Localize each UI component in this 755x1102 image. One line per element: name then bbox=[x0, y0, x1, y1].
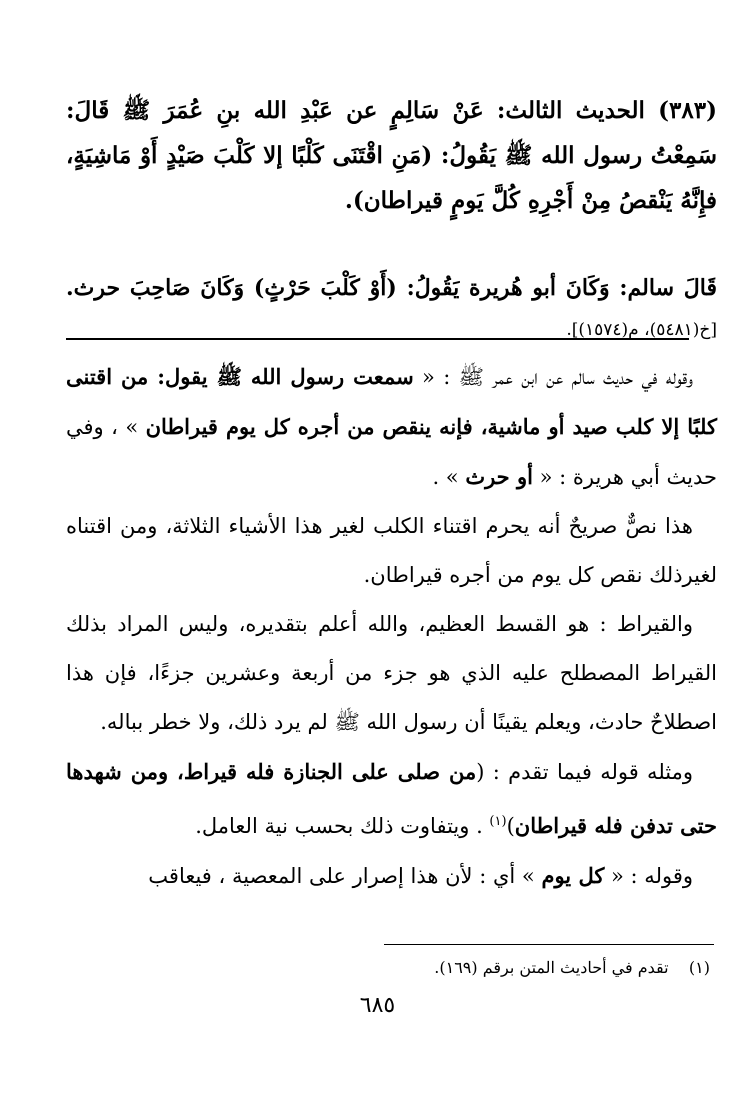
commentary-block bbox=[66, 352, 717, 901]
commentary-paragraph-2: هذا نصٌّ صريحٌ أنه يحرم اقتناء الكلب لغير هذا الأشياء الثلاثة، ومن اقتناه لغيرذلك نقص كل يوم من أجره قيراطان. bbox=[66, 514, 717, 587]
commentary-segment: وقوله : « bbox=[604, 864, 693, 888]
commentary-quote: أو حرث bbox=[465, 464, 533, 489]
commentary-paragraph-4 bbox=[66, 747, 717, 851]
footnote-marker: (١) bbox=[688, 958, 710, 977]
salim-statement: قَالَ سالم: وَكَانَ أبو هُريرة يَقُولُ: (أَوْ كَلْبَ حَرْثٍ) وَكَانَ صَاحِبَ حرث. bbox=[66, 275, 717, 301]
hadith-number: (٣٨٣) bbox=[658, 97, 717, 124]
section-divider bbox=[66, 338, 689, 340]
commentary-segment: » ، وفي حديث أبي هريرة : « bbox=[66, 415, 717, 489]
commentary-segment: » . bbox=[432, 465, 466, 489]
commentary-paragraph-3: والقيراط : هو القسط العظيم، والله أعلم بتقديره، وليس المراد بذلك القيراط المصطلح عليه الذي هو جزء من أربعة وعشرين جزءًا، فإن هذا اصطلاحٌ حادث، ويعلم يقينًا أن رسول الله ﷺ لم يرد ذلك، ولا خطر بباله. bbox=[66, 612, 717, 734]
commentary-segment: . ويتفاوت ذلك بحسب نية العامل. bbox=[195, 814, 490, 838]
commentary-quote: سمعت رسول الله ﷺ يقول: من اقتنى كلبًا إلا كلب صيد أو ماشية، فإنه ينقص من أجره كل يوم قيراطان bbox=[66, 364, 717, 439]
footnote-text: تقدم في أحاديث المتن برقم (١٦٩). bbox=[434, 958, 669, 977]
hadith-text: الحديث الثالث: عَنْ سَالِمٍ عن عَبْدِ الله بنِ عُمَرَ ﷺ قَالَ: سَمِعْتُ رسول الله ﷺ يَقُولُ: (مَنِ اقْتَنَى كَلْبًا إلا كَلْبَ صَيْدٍ أَوْ مَاشِيَةٍ، فإِنَّهُ يَنْقصُ مِنْ أَجْرِهِ كُلَّ يَومٍ قيراطان). bbox=[66, 97, 717, 214]
commentary-segment: وقوله في حديث سالم عن ابن عمر ﷺ : « bbox=[413, 365, 693, 389]
commentary-paragraph-5 bbox=[66, 851, 717, 901]
hadith-block bbox=[66, 88, 717, 223]
footnote bbox=[66, 955, 710, 981]
commentary-paragraph-1 bbox=[66, 352, 717, 502]
hadith-source-reference: [خ(٥٤٨١)، م(١٥٧٤)]. bbox=[566, 320, 717, 340]
commentary-quote: كل يوم bbox=[541, 863, 605, 888]
commentary-segment: » أي : لأن هذا إصرار على المعصية ، فيعاقب bbox=[148, 864, 542, 888]
footnote-reference: (١) bbox=[489, 814, 507, 829]
footnote-divider bbox=[384, 944, 714, 945]
commentary-segment: ) bbox=[506, 814, 515, 838]
commentary-segment: ومثله قوله فيما تقدم : ( bbox=[476, 760, 693, 784]
page-number: ٦٨٥ bbox=[359, 993, 396, 1018]
commentary-quote: من صلى على الجنازة فله قيراط، ومن شهدها حتى تدفن فله قيراطان bbox=[66, 759, 717, 838]
